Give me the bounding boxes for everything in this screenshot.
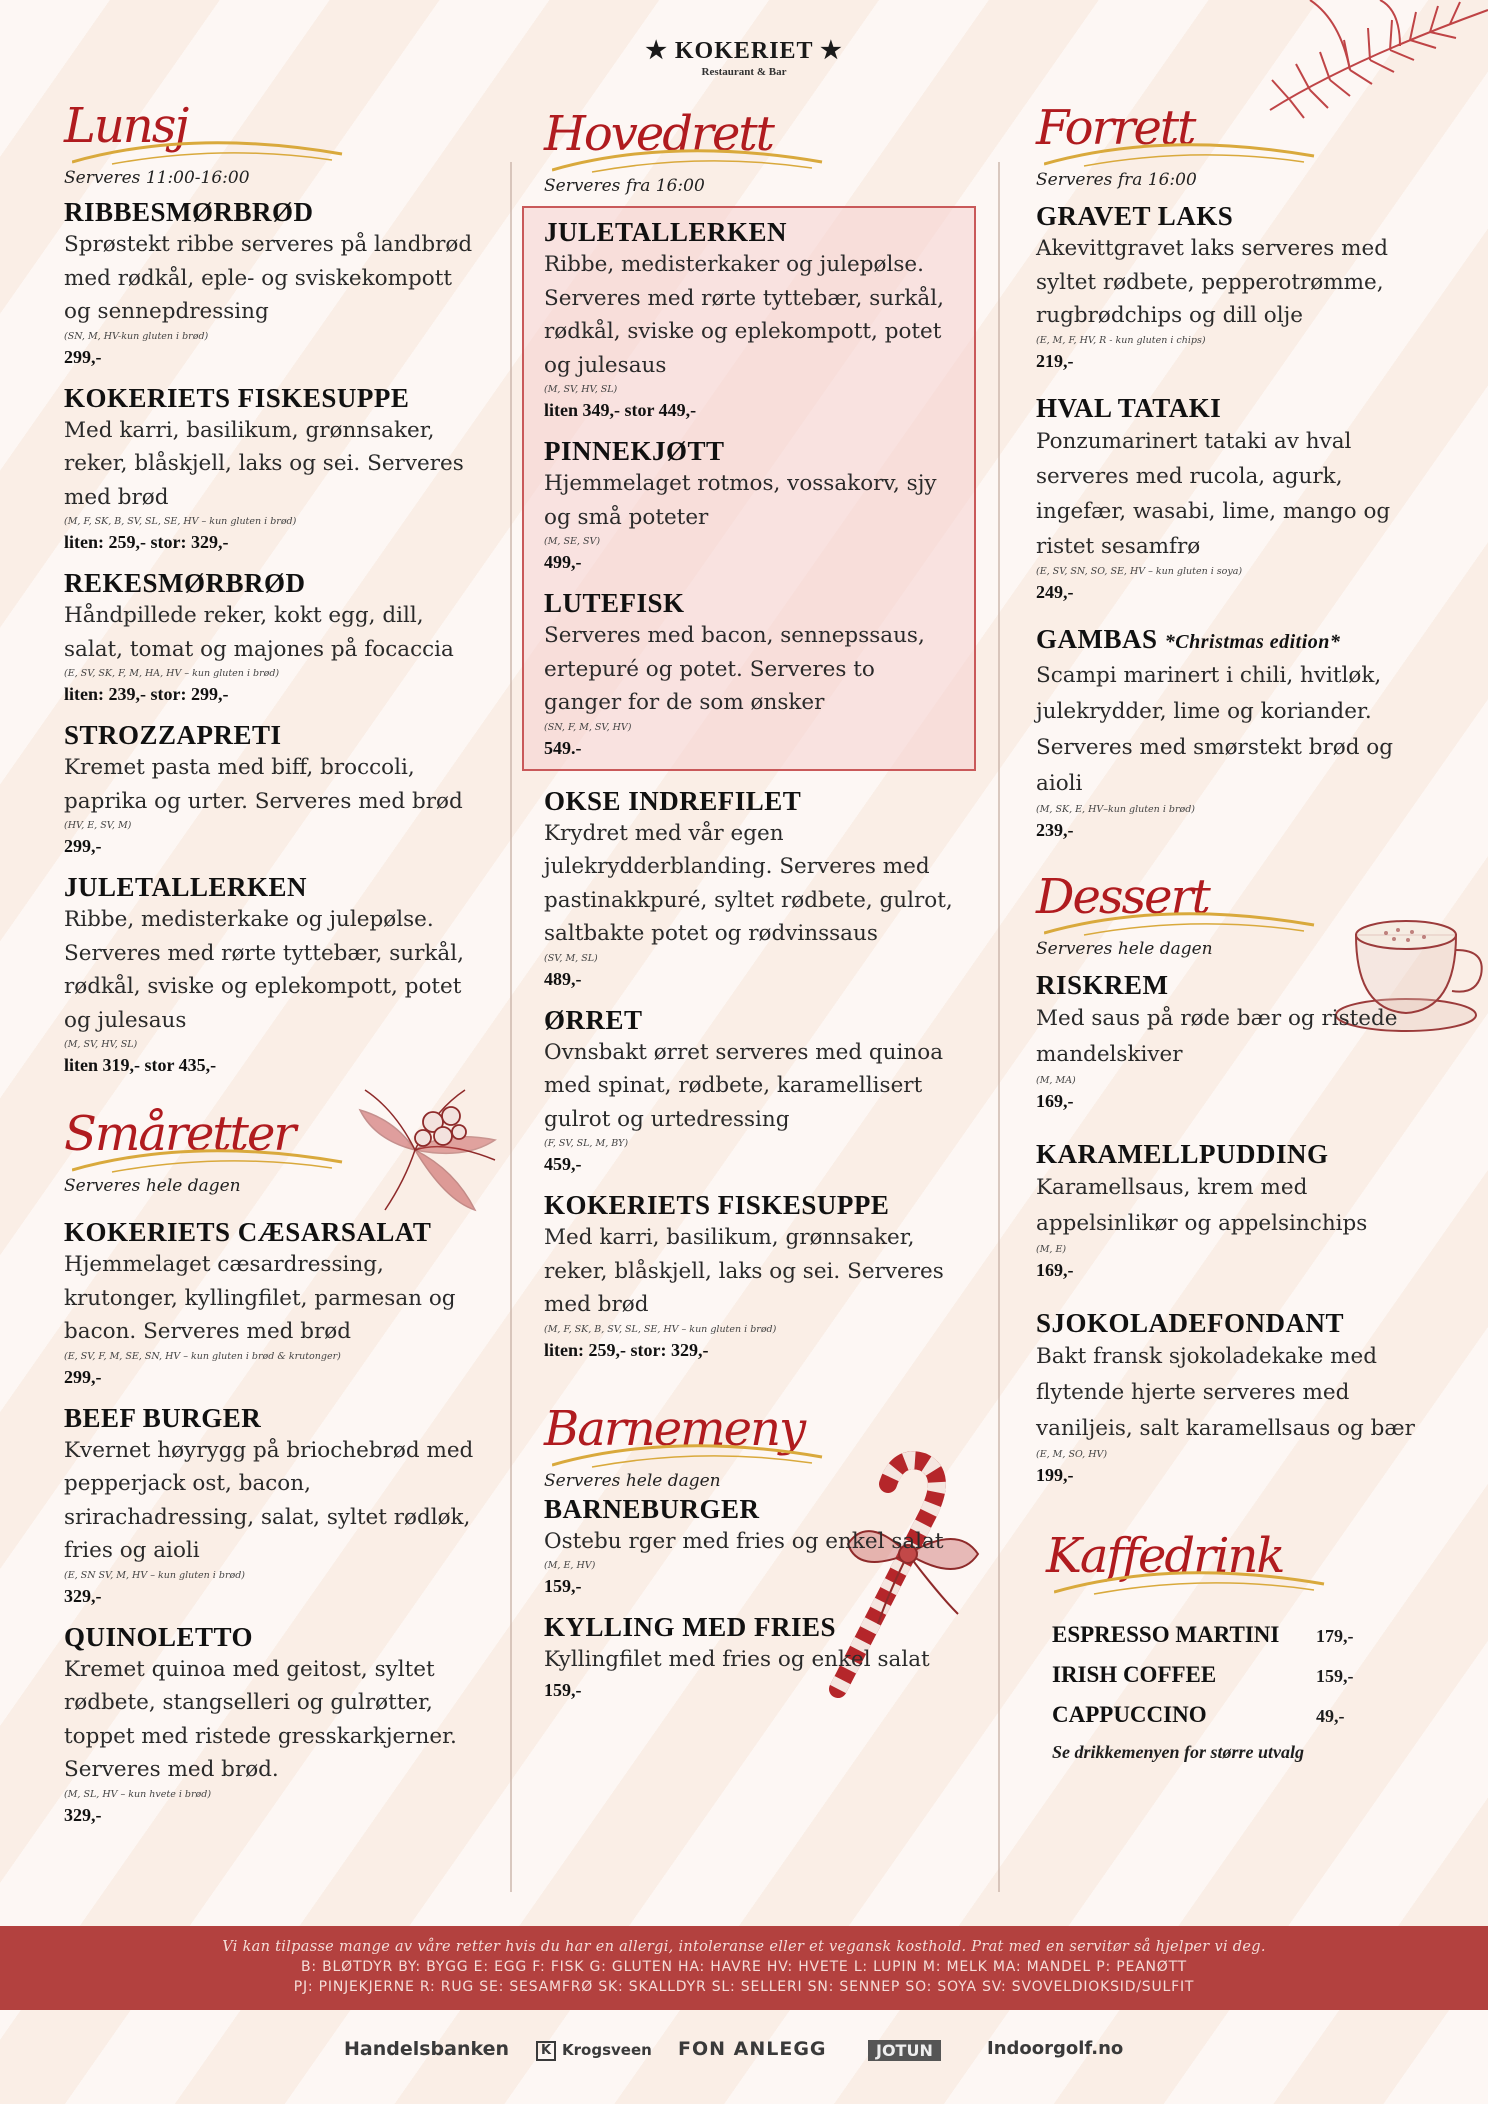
item-description: Ribbe, medisterkaker og julepølse. Serveres med rørte tyttebær, surkål, rødkål, sviske og eplekompott, potet og julesaus xyxy=(544,252,944,378)
item-description: Kremet pasta med biff, broccoli, paprika og urter. Serveres med brød xyxy=(64,755,463,814)
item-description: Sprøstekt ribbe serveres på landbrød med rødkål, eple- og sviskekompott og sennepdressing xyxy=(64,232,473,324)
item-allergens: (M, E) xyxy=(1036,1243,1067,1255)
menu-item xyxy=(64,196,484,368)
restaurant-name: ★ KOKERIET ★ xyxy=(645,38,843,64)
item-price: 459,- xyxy=(544,1154,582,1174)
item-title: QUINOLETTO xyxy=(64,1621,254,1652)
gold-swash-icon xyxy=(72,1142,352,1176)
item-title: BARNEBURGER xyxy=(544,1493,760,1524)
item-price: 199,- xyxy=(1036,1464,1074,1485)
section-title: Hovedrett xyxy=(544,106,773,162)
menu-item xyxy=(1036,1138,1436,1281)
menu-item xyxy=(544,587,954,759)
menu-item xyxy=(64,719,484,857)
item-description: Med karri, basilikum, grønnsaker, reker, blåskjell, laks og sei. Serveres med brød xyxy=(64,417,464,510)
item-description: Ribbe, medisterkake og julepølse. Serveres med rørte tyttebær, surkål, rødkål, sviske og eplekompott, potet og julesaus xyxy=(64,907,464,1033)
menu-item xyxy=(1036,392,1436,603)
item-allergens: (E, SV, F, M, SE, SN, HV – kun gluten i brød & krutonger) xyxy=(64,1350,341,1362)
item-allergens: (M, SE, SV) xyxy=(544,536,601,547)
item-allergens: (F, SV, SL, M, BY) xyxy=(544,1138,629,1149)
item-description: Serveres med bacon, sennepssaus, ertepuré og potet. Serveres to ganger for de som ønsker xyxy=(544,623,925,715)
item-description: Kvernet høyrygg på briochebrød med pepperjack ost, bacon, srirachadressing, salat, syltet rødløk, fries og aioli xyxy=(64,1437,474,1563)
gold-swash-icon xyxy=(552,142,832,176)
serving-time: Serveres fra 16:00 xyxy=(1036,170,1197,190)
left-column xyxy=(64,96,484,1840)
sponsor-logo: Handelsbanken xyxy=(344,2038,510,2060)
item-price: 329,- xyxy=(64,1585,102,1606)
item-description: Akevittgravet laks serveres med syltet rødbete, pepperotrømme, rugbrødchips og dill olje xyxy=(1036,236,1389,328)
item-price: 219,- xyxy=(1036,350,1074,371)
menu-item xyxy=(64,1216,484,1388)
christmas-specials-box xyxy=(522,206,976,771)
item-title: RIBBESMØRBRØD xyxy=(64,197,314,227)
item-allergens: (E, SV, SK, F, M, HA, HV – kun gluten i brød) xyxy=(64,668,280,679)
item-title: BEEF BURGER xyxy=(64,1402,262,1433)
item-price: 159,- xyxy=(544,1679,582,1700)
section-heading-forrett xyxy=(1036,98,1436,168)
item-price: 299,- xyxy=(64,346,102,367)
item-description: Bakt fransk sjokoladekake med flytende hjerte serveres med vaniljeis, salt karamellsaus og bær xyxy=(1036,1343,1415,1441)
item-description: Karamellsaus, krem med appelsinlikør og appelsinchips xyxy=(1036,1174,1368,1236)
restaurant-subtitle: Restaurant & Bar xyxy=(701,66,787,78)
item-title: KOKERIETS FISKESUPPE xyxy=(64,382,410,413)
drink-name: IRISH COFFEE xyxy=(1052,1661,1217,1687)
gold-swash-icon xyxy=(72,134,352,168)
item-title: PINNEKJØTT xyxy=(544,436,725,466)
drink-item xyxy=(1052,1702,1436,1728)
section-heading-lunsj xyxy=(64,96,484,166)
drink-price: 179,- xyxy=(1316,1625,1354,1646)
sponsor-logo: JOTUN xyxy=(868,2040,941,2061)
item-allergens: (SV, M, SL) xyxy=(544,952,598,964)
section-title: Dessert xyxy=(1036,868,1209,925)
item-title: HVAL TATAKI xyxy=(1036,392,1222,423)
menu-item xyxy=(1036,200,1436,372)
sponsor-bar xyxy=(0,2038,1488,2078)
menu-item xyxy=(64,382,484,554)
allergy-notice: Vi kan tilpasse mange av våre retter hvis du har en allergi, intoleranse eller et vegansk kosthold. Prat med en servitør så hjelper vi deg. xyxy=(222,1939,1266,1955)
item-allergens: (E, M, F, HV, R - kun gluten i chips) xyxy=(1036,334,1206,346)
gold-swash-icon xyxy=(1044,905,1324,939)
menu-item xyxy=(64,1402,484,1607)
item-description: Ovnsbakt ørret serveres med quinoa med spinat, rødbete, karamellisert gulrot og urtedressing xyxy=(544,1039,944,1132)
item-price: liten 319,- stor 435,- xyxy=(64,1055,217,1075)
item-description: Hjemmelaget cæsardressing, krutonger, kyllingfilet, parmesan og bacon. Serveres med brød xyxy=(64,1252,456,1344)
item-allergens: (M, F, SK, B, SV, SL, SE, HV – kun gluten i brød) xyxy=(64,516,297,527)
item-price: 499,- xyxy=(544,552,582,572)
drink-item xyxy=(1052,1662,1436,1688)
allergen-footer xyxy=(0,1926,1488,2010)
gold-swash-icon xyxy=(552,1437,832,1471)
section-title: Barnemeny xyxy=(544,1400,805,1457)
menu-item xyxy=(544,435,954,573)
drink-price: 49,- xyxy=(1316,1705,1345,1726)
item-allergens: (SN, F, M, SV, HV) xyxy=(544,721,632,733)
column-divider xyxy=(510,162,512,1892)
item-title: JULETALLERKEN xyxy=(544,217,788,247)
drink-name: CAPPUCCINO xyxy=(1052,1701,1207,1727)
column-divider xyxy=(998,162,1000,1892)
section-heading-kaffedrink xyxy=(1046,1526,1436,1596)
item-title: KOKERIETS FISKESUPPE xyxy=(544,1190,890,1220)
item-allergens: (E, SV, SN, SO, SE, HV – kun gluten i soya) xyxy=(1036,565,1243,577)
item-price: 159,- xyxy=(544,1576,582,1596)
item-title: ØRRET xyxy=(544,1004,643,1035)
item-title xyxy=(1036,623,1436,658)
item-description: Ostebu rger med fries og enkel salat xyxy=(544,1528,944,1554)
item-title: JULETALLERKEN xyxy=(64,872,308,902)
drink-menu-note: Se drikkemenyen for større utvalg xyxy=(1052,1741,1304,1762)
menu-item xyxy=(1036,623,1436,841)
item-allergens: (HV, E, SV, M) xyxy=(64,820,132,831)
item-allergens: (E, M, SO, HV) xyxy=(1036,1448,1108,1460)
serving-time: Serveres hele dagen xyxy=(544,1470,721,1491)
item-description: Med saus på røde bær og ristede mandelskiver xyxy=(1036,1005,1398,1067)
item-title: OKSE INDREFILET xyxy=(544,785,802,816)
allergen-legend-1: B: BLØTDYR BY: BYGG E: EGG F: FISK G: GLUTEN HA: HAVRE HV: HVETE L: LUPIN M: MELK MA: MANDEL P: PEANØTT xyxy=(300,1959,1188,1975)
sponsor-logo: FON ANLEGG xyxy=(678,2038,827,2060)
item-title: KOKERIETS CÆSARSALAT xyxy=(64,1217,432,1247)
menu-item xyxy=(64,871,484,1076)
item-allergens: (M, SV, HV, SL) xyxy=(544,384,618,395)
item-price: 249,- xyxy=(1036,581,1074,602)
menu-item xyxy=(544,1004,964,1176)
section-heading-smaretter xyxy=(64,1104,484,1174)
item-price: liten: 259,- stor: 329,- xyxy=(64,532,229,552)
menu-item xyxy=(544,1189,964,1361)
section-heading-barnemeny xyxy=(544,1399,964,1469)
drink-item xyxy=(1052,1622,1436,1648)
item-allergens: (SN, M, HV-kun gluten i brød) xyxy=(64,330,209,342)
drink-name: ESPRESSO MARTINI xyxy=(1052,1621,1280,1647)
section-heading-hovedrett xyxy=(544,104,964,174)
drink-price: 159,- xyxy=(1316,1665,1354,1686)
serving-time: Serveres hele dagen xyxy=(1036,938,1213,959)
item-title: KYLLING MED FRIES xyxy=(544,1612,837,1642)
item-title-text: GAMBAS xyxy=(1036,623,1158,654)
menu-item xyxy=(544,216,954,421)
item-price: 169,- xyxy=(1036,1259,1074,1280)
item-price: 489,- xyxy=(544,968,582,989)
gold-swash-icon xyxy=(1054,1564,1334,1598)
item-title: REKESMØRBRØD xyxy=(64,568,306,598)
item-description: Med karri, basilikum, grønnsaker, reker, blåskjell, laks og sei. Serveres med brød xyxy=(544,1225,944,1317)
item-allergens: (M, SL, HV – kun hvete i brød) xyxy=(64,1788,212,1800)
menu-item xyxy=(64,567,484,705)
item-allergens: (E, SN SV, M, HV – kun gluten i brød) xyxy=(64,1569,245,1581)
item-title: GRAVET LAKS xyxy=(1036,201,1234,231)
allergen-legend-2: PJ: PINJEKJERNE R: RUG SE: SESAMFRØ SK: SKALLDYR SL: SELLERI SN: SENNEP SO: SOYA SV: SVOVELDIOKSID/SULFIT xyxy=(293,1979,1195,1995)
menu-item xyxy=(544,1611,964,1701)
item-description: Ponzumarinert tataki av hval serveres med rucola, agurk, ingefær, wasabi, lime, mango og ristet sesamfrø xyxy=(1036,428,1391,559)
item-description: Kremet quinoa med geitost, syltet rødbete, stangselleri og gulrøtter, toppet med ristede gresskarkjerner. Serveres med brød. xyxy=(64,1656,457,1782)
item-allergens: (M, F, SK, B, SV, SL, SE, HV – kun gluten i brød) xyxy=(544,1323,777,1335)
section-title: Småretter xyxy=(64,1106,295,1162)
serving-time: Serveres fra 16:00 xyxy=(544,176,705,196)
serving-time: Serveres hele dagen xyxy=(64,1176,241,1196)
section-heading-dessert xyxy=(1036,867,1436,937)
item-price: liten: 239,- stor: 299,- xyxy=(64,684,229,704)
item-price: liten: 259,- stor: 329,- xyxy=(544,1339,709,1360)
item-description: Krydret med vår egen julekrydderblanding. Serveres med pastinakkpuré, syltet rødbete, gulrot, saltbakte potet og rødvinssaus xyxy=(544,820,953,946)
menu-item xyxy=(1036,1307,1436,1486)
menu-item xyxy=(544,1493,964,1598)
item-price: 299,- xyxy=(64,1366,102,1387)
section-title: Kaffedrink xyxy=(1046,1527,1284,1584)
drink-list xyxy=(1052,1622,1436,1763)
item-price: 329,- xyxy=(64,1804,102,1825)
item-allergens: (M, SV, HV, SL) xyxy=(64,1039,138,1050)
item-allergens: (M, E, HV) xyxy=(544,1560,596,1571)
item-price: 299,- xyxy=(64,836,102,856)
menu-item xyxy=(64,1621,484,1826)
item-title-edition: *Christmas edition* xyxy=(1164,630,1341,653)
menu-item xyxy=(1036,969,1436,1112)
section-title: Lunsj xyxy=(64,98,188,154)
item-price: 239,- xyxy=(1036,819,1074,840)
krogsveen-k-icon: K xyxy=(536,2041,556,2061)
item-price: 549.- xyxy=(544,737,582,758)
item-description: Hjemmelaget rotmos, vossakorv, sjy og små poteter xyxy=(544,471,937,530)
item-allergens: (M, SK, E, HV–kun gluten i brød) xyxy=(1036,803,1196,815)
item-description: Håndpillede reker, kokt egg, dill, salat, tomat og majones på focaccia xyxy=(64,603,454,662)
sponsor-logo: Krogsveen xyxy=(562,2041,652,2059)
item-description: Kyllingfilet med fries og enkel salat xyxy=(544,1647,930,1672)
section-title: Forrett xyxy=(1036,100,1195,156)
serving-time: Serveres 11:00-16:00 xyxy=(64,168,250,188)
sponsor-logo: Indoorgolf.no xyxy=(987,2038,1124,2059)
item-title: STROZZAPRETI xyxy=(64,720,282,750)
item-description: Scampi marinert i chili, hvitløk, julekrydder, lime og koriander. Serveres med smørstekt brød og aioli xyxy=(1036,662,1394,796)
restaurant-logo xyxy=(0,36,1488,78)
gold-swash-icon xyxy=(1044,136,1324,170)
item-title: SJOKOLADEFONDANT xyxy=(1036,1307,1345,1338)
item-title: KARAMELLPUDDING xyxy=(1036,1138,1329,1169)
menu-item xyxy=(544,785,964,990)
item-price: 169,- xyxy=(1036,1090,1074,1111)
item-title: LUTEFISK xyxy=(544,588,685,618)
right-column xyxy=(1036,98,1436,1763)
item-price: liten 349,- stor 449,- xyxy=(544,400,697,420)
middle-column xyxy=(544,104,964,1715)
item-title: RISKREM xyxy=(1036,969,1169,1000)
item-allergens: (M, MA) xyxy=(1036,1074,1076,1086)
